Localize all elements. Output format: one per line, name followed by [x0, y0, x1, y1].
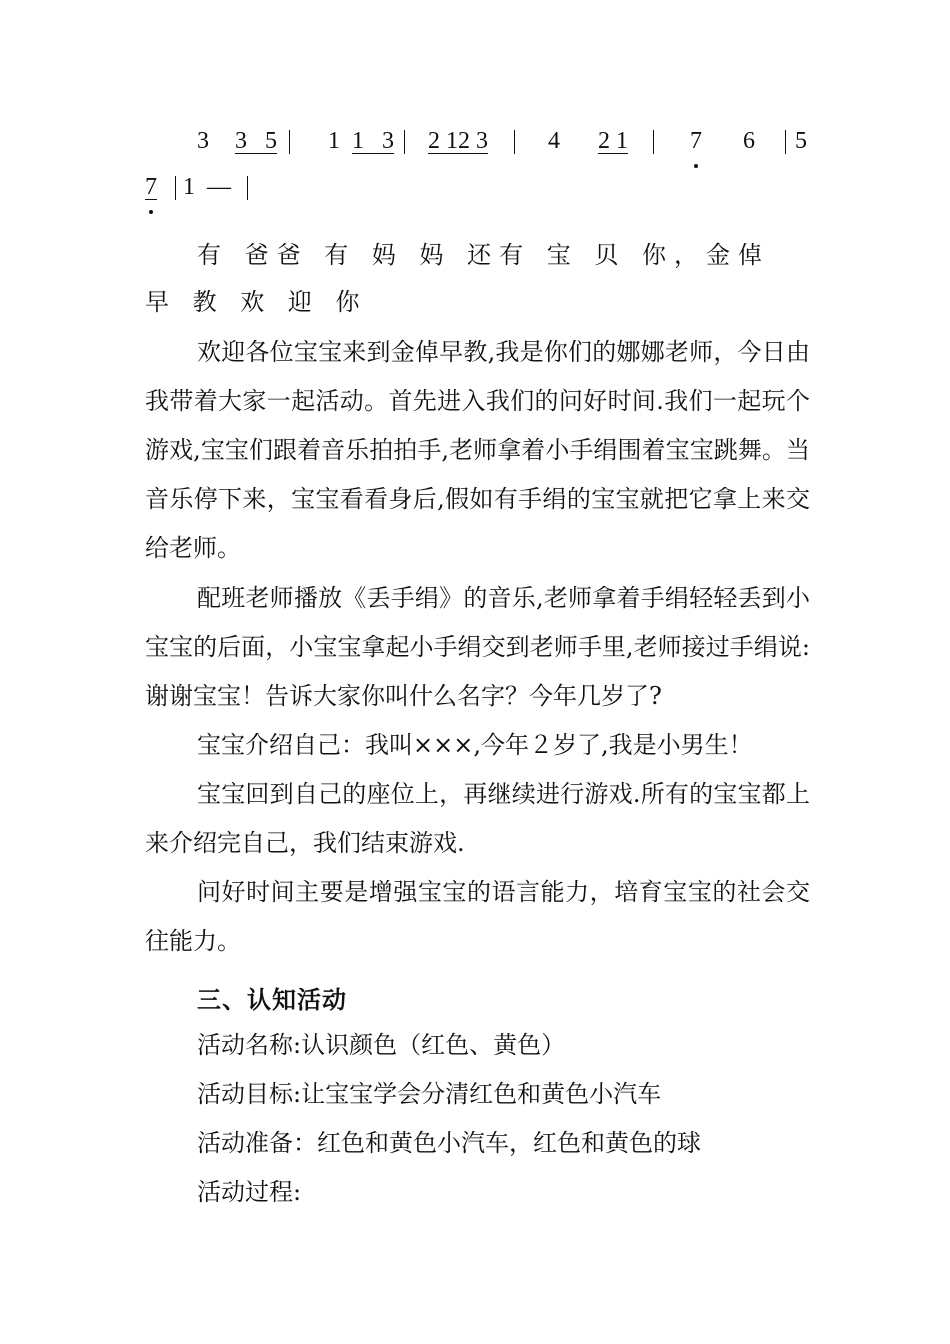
lower-octave-dot [149, 210, 153, 214]
activity-name: 活动名称:认识颜色（红色、黄色） [197, 1031, 566, 1059]
song-lyrics: 有 爸爸 有 妈 妈 还有 宝 贝 你，金倬 早 教 欢 迎 你 [145, 241, 771, 316]
paragraph-purpose: 问好时间主要是增强宝宝的语言能力，培育宝宝的社会交往能力。 [145, 878, 810, 955]
note-group: 5 [795, 128, 807, 154]
bar-line [289, 130, 290, 154]
bar-line [404, 130, 405, 154]
paragraph-game: 配班老师播放《丢手绢》的音乐,老师拿着手绢轻轻丢到小宝宝的后面，小宝宝拿起小手绢交到老师手里,老师接过手绢说:谢谢宝宝！告诉大家你叫什么名字？今年几岁了? [145, 584, 810, 710]
score-line-2 [145, 174, 815, 220]
note-group: 1 — [183, 174, 231, 200]
score-line-1 [145, 128, 815, 174]
bar-line [175, 176, 176, 200]
activity-process: 活动过程: [197, 1178, 302, 1206]
activity-preparation: 活动准备：红色和黄色小汽车，红色和黄色的球 [197, 1129, 701, 1157]
note-group: 2 12 3 [428, 128, 488, 154]
bar-line [785, 130, 786, 154]
bar-line [514, 130, 515, 154]
note-group: 1 [328, 128, 340, 154]
bar-line [247, 176, 248, 200]
note-group: 3 5 [235, 128, 277, 154]
activity-goal: 活动目标:让宝宝学会分清红色和黄色小汽车 [197, 1080, 662, 1108]
numbered-music-score [145, 128, 815, 220]
note-group: 1 3 [352, 128, 394, 154]
note-group: 7 [145, 174, 157, 200]
note-group: 2 1 [598, 128, 628, 154]
note-group: 3 [197, 128, 209, 154]
paragraph-continue: 宝宝回到自己的座位上，再继续进行游戏.所有的宝宝都上来介绍完自己，我们结束游戏. [145, 780, 810, 857]
note-group: 7 [690, 128, 702, 154]
lower-octave-dot [694, 164, 698, 168]
paragraph-welcome: 欢迎各位宝宝来到金倬早教,我是你们的娜娜老师，今日由我带着大家一起活动。首先进入我们的问好时间.我们一起玩个游戏,宝宝们跟着音乐拍拍手,老师拿着小手绢围着宝宝跳舞。当音乐停下来，宝宝看看身后,假如有手绢的宝宝就把它拿上来交给老师。 [145, 338, 810, 562]
note-group: 6 [743, 128, 755, 154]
section-heading: 三、认知活动 [197, 986, 347, 1014]
paragraph-self-intro: 宝宝介绍自己：我叫×××,今年２岁了,我是小男生！ [197, 731, 753, 759]
note-group: 4 [548, 128, 560, 154]
bar-line [653, 130, 654, 154]
